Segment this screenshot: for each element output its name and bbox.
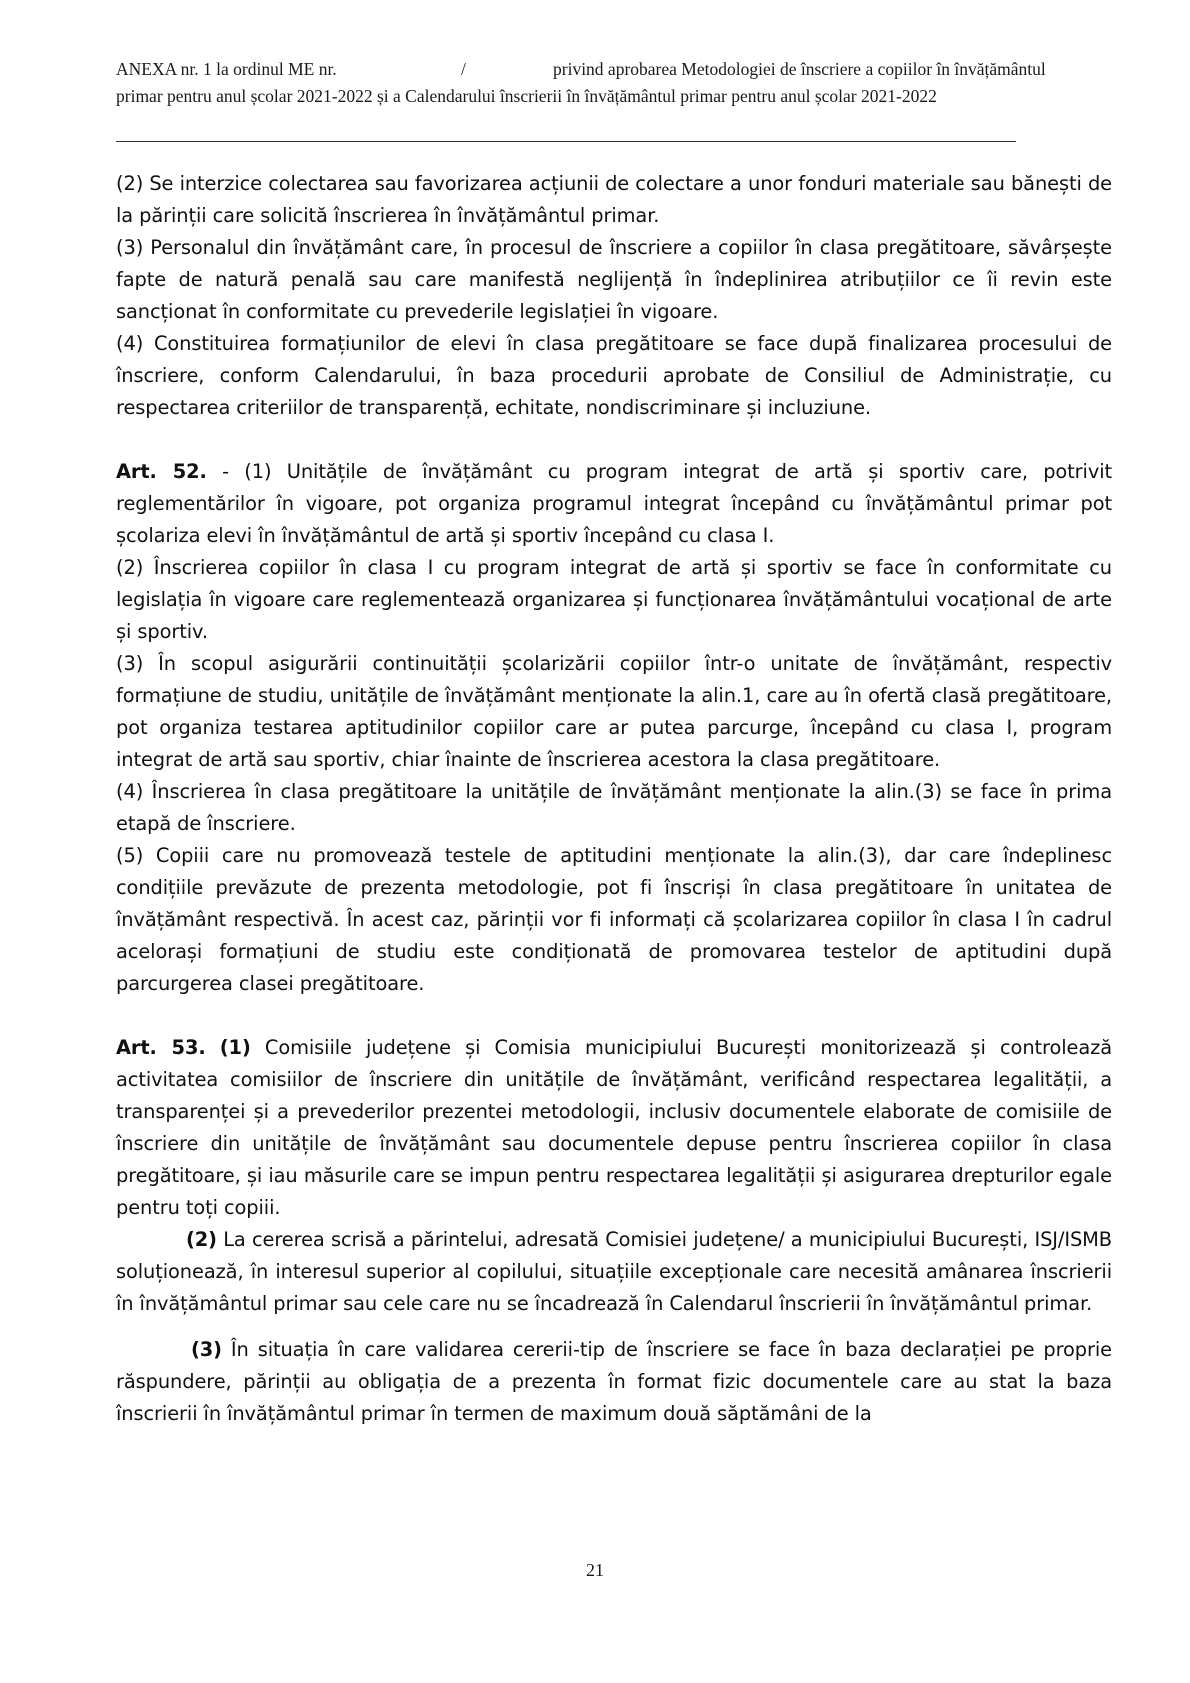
article-53-text-1: Comisiile județene și Comisia municipiului București monitorizează și controlează activitatea comisiilor de înscriere din unitățile de învățământ, verificând respectarea legalității, a transparenței și a prevederilor prezentei metodologii, inclusiv documentele elaborate de comisiile de înscriere din unitățile de învățământ sau documentele depuse pentru înscrierea copiilor în clasa pregătitoare, și iau măsurile care se impun pentru respectarea legalității și asigurarea drepturilor egale pentru toți copiii. (116, 1036, 1112, 1219)
article-52-paragraph-2: (2) Înscrierea copiilor în clasa I cu program integrat de artă și sportiv se face în conformitate cu legislația în vigoare care reglementează organizarea și funcționarea învățământului vocațional de arte și sportiv. (116, 556, 1112, 643)
article-53-text-3: În situația în care validarea cererii-tip de înscriere se face în baza declarației pe proprie răspundere, părinții au obligația de a prezenta în format fizic documentele care au stat la baza înscrierii în învățământul primar în termen de maximum două săptămâni de la (116, 1338, 1112, 1425)
paragraph-51-3: (3) Personalul din învățământ care, în procesul de înscriere a copiilor în clasa pregătitoare, săvârșește fapte de natură penală sau care manifestă neglijență în îndeplinirea atribuțiilor ce îi revin este sancționat în conformitate cu prevederile legislației în vigoare. (116, 236, 1112, 323)
header-divider (116, 141, 1016, 142)
page-number: 21 (586, 1560, 604, 1580)
article-53-p3-number: (3) (191, 1338, 222, 1361)
article-53-paragraph-1 (116, 1032, 1112, 1224)
paragraph-51-2: (2) Se interzice colectarea sau favorizarea acțiunii de colectare a unor fonduri materiale sau bănești de la părinții care solicită înscrierea în învățământul primar. (116, 172, 1112, 227)
article-52-label: Art. 52. (116, 460, 207, 483)
document-body (116, 168, 1112, 1430)
page-header (116, 56, 1116, 110)
article-52-paragraph-5: (5) Copiii care nu promovează testele de aptitudini menționate la alin.(3), dar care îndeplinesc condițiile prevăzute de prezenta metodologie, pot fi înscriși în clasa pregătitoare în unitatea de învățământ respectivă. În acest caz, părinții vor fi informați că școlarizarea copiilor în clasa I în cadrul acelorași formațiuni de studiu este condiționată de promovarea testelor de aptitudini după parcurgerea clasei pregătitoare. (116, 844, 1112, 995)
article-53-p2-number: (2) (186, 1228, 217, 1251)
article-53-paragraph-2 (116, 1224, 1112, 1320)
article-53-paragraph-3 (116, 1334, 1112, 1430)
article-53-text-2: La cererea scrisă a părintelui, adresată Comisiei județene/ a municipiului București, ISJ/ISMB soluționează, în interesul superior al copilului, situațiile excepționale care necesită amânarea înscrierii în învățământul primar sau cele care nu se încadrează în Calendarul înscrierii în învățământul primar. (116, 1228, 1112, 1315)
header-annex-label: ANEXA nr. 1 la ordinul ME nr. (116, 59, 337, 79)
article-53-p1-number: (1) (219, 1036, 251, 1059)
header-slash: / (461, 59, 466, 79)
article-53-label: Art. 53. (116, 1036, 206, 1059)
header-title-start: privind aprobarea Metodologiei de înscriere a copiilor în învățământul (553, 59, 1046, 79)
article-52-paragraph-3: (3) În scopul asigurării continuității școlarizării copiilor într-o unitate de învățământ, respectiv formațiune de studiu, unitățile de învățământ menționate la alin.1, care au în ofertă clasă pregătitoare, pot organiza testarea aptitudinilor copiilor care ar putea parcurge, începând cu clasa I, program integrat de artă sau sportiv, chiar înainte de înscrierea acestora la clasa pregătitoare. (116, 652, 1112, 771)
article-52-paragraph-1 (116, 456, 1112, 552)
article-52-paragraph-4: (4) Înscrierea în clasa pregătitoare la unitățile de învățământ menționate la alin.(3) se face în prima etapă de înscriere. (116, 780, 1112, 835)
header-line-1 (116, 56, 1116, 83)
article-52-text-1: - (1) Unitățile de învățământ cu program integrat de artă și sportiv care, potrivit reglementărilor în vigoare, pot organiza programul integrat începând cu învățământul primar pot școlariza elevi în învățământul de artă și sportiv începând cu clasa I. (116, 460, 1112, 547)
header-line-2: primar pentru anul școlar 2021-2022 și a Calendarului înscrierii în învățământul primar pentru anul școlar 2021-2022 (116, 86, 937, 106)
paragraph-51-4: (4) Constituirea formațiunilor de elevi în clasa pregătitoare se face după finalizarea procesului de înscriere, conform Calendarului, în baza procedurii aprobate de Consiliul de Administrație, cu respectarea criteriilor de transparență, echitate, nondiscriminare și incluziune. (116, 332, 1112, 419)
